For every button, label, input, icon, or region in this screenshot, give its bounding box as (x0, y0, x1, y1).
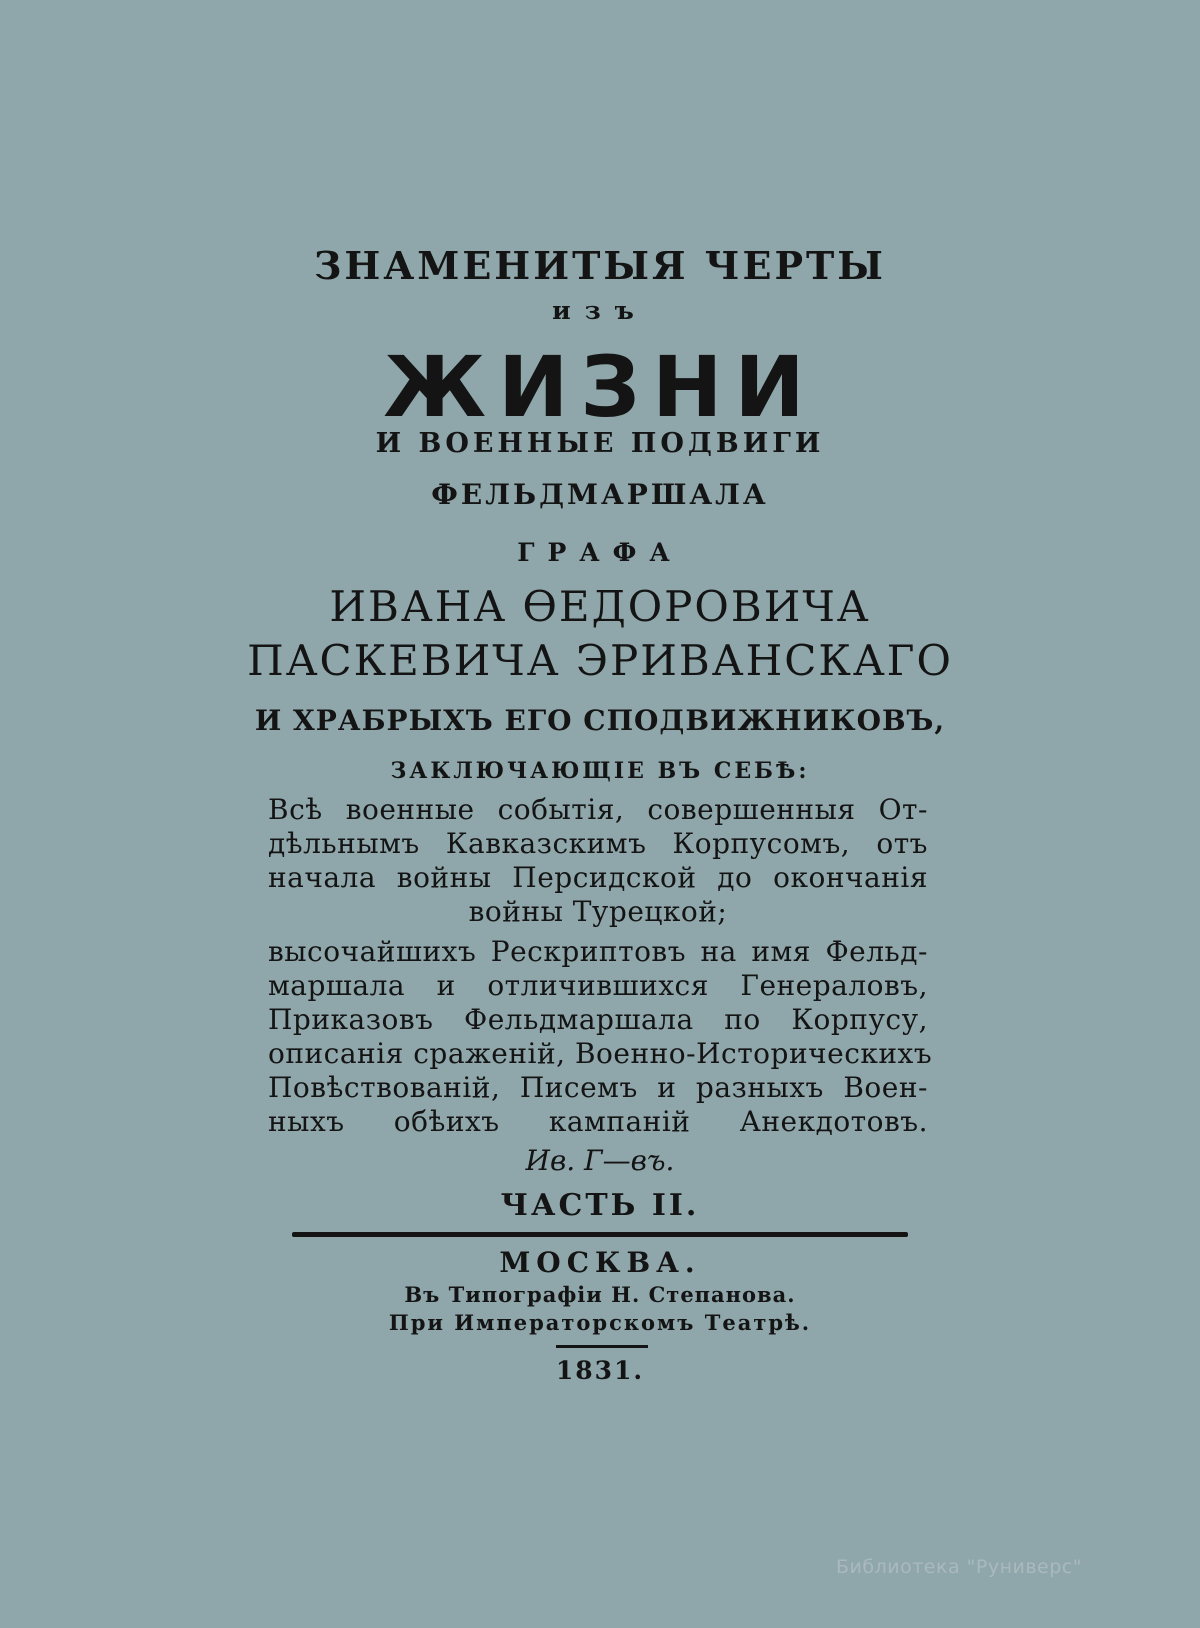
title-main-word: ЖИЗНИ (383, 338, 817, 436)
paragraph-line: Приказовъ Фельдмаршала по Корпусу, (268, 1003, 928, 1036)
author-initials: Ив. Г—въ. (525, 1144, 675, 1177)
library-watermark: Библиотека "Руниверс" (836, 1556, 1082, 1578)
contents-paragraph-2 (268, 935, 933, 1139)
contains-line: ЗАКЛЮЧАЮЩІЕ ВЪ СЕБѢ: (390, 758, 810, 784)
paragraph-line: дѣльнымъ Кавказскимъ Корпусомъ, отъ (268, 827, 928, 860)
title-line-6: ГРАФА (517, 538, 683, 567)
title-line-5: ФЕЛЬДМАРШАЛА (431, 478, 769, 511)
title-line-4: И ВОЕННЫЕ ПОДВИГИ (375, 428, 825, 459)
paragraph-line: Повѣствованій, Писемъ и разныхъ Воен- (268, 1071, 928, 1104)
paragraph-line: ныхъ обѣихъ кампаній Анекдотовъ. (268, 1105, 928, 1138)
imprint-city: МОСКВА. (499, 1246, 701, 1279)
short-divider-rule (556, 1345, 648, 1348)
name-line-2: ПАСКЕВИЧА ЭРИВАНСКАГО (247, 636, 953, 685)
companions-line: И ХРАБРЫХЪ ЕГО СПОДВИЖНИКОВЪ, (254, 704, 946, 737)
title-line-2: изъ (552, 296, 648, 325)
paragraph-line: Всѣ военные событія, совершенныя От- (268, 793, 928, 826)
imprint-year: 1831. (555, 1356, 645, 1385)
contents-paragraph-1 (268, 793, 928, 929)
paragraph-line: войны Турецкой; (468, 895, 728, 928)
paragraph-line: начала войны Персидской до окончанія (268, 861, 928, 894)
paragraph-line: описанія сраженій, Военно-Историческихъ (268, 1037, 933, 1070)
imprint-press-line-2: При Императорскомъ Театрѣ. (388, 1310, 812, 1335)
title-line-1: ЗНАМЕНИТЫЯ ЧЕРТЫ (314, 243, 886, 288)
name-line-1: ИВАНА ӨЕДОРОВИЧА (329, 582, 871, 631)
imprint-press-line-1: Въ Типографіи Н. Степанова. (404, 1282, 796, 1307)
paragraph-line: высочайшихъ Рескриптовъ на имя Фельд- (268, 935, 928, 968)
divider-rule (292, 1232, 908, 1237)
paragraph-line: маршала и отличившихся Генераловъ, (268, 969, 928, 1002)
part-number: ЧАСТЬ II. (500, 1188, 700, 1223)
